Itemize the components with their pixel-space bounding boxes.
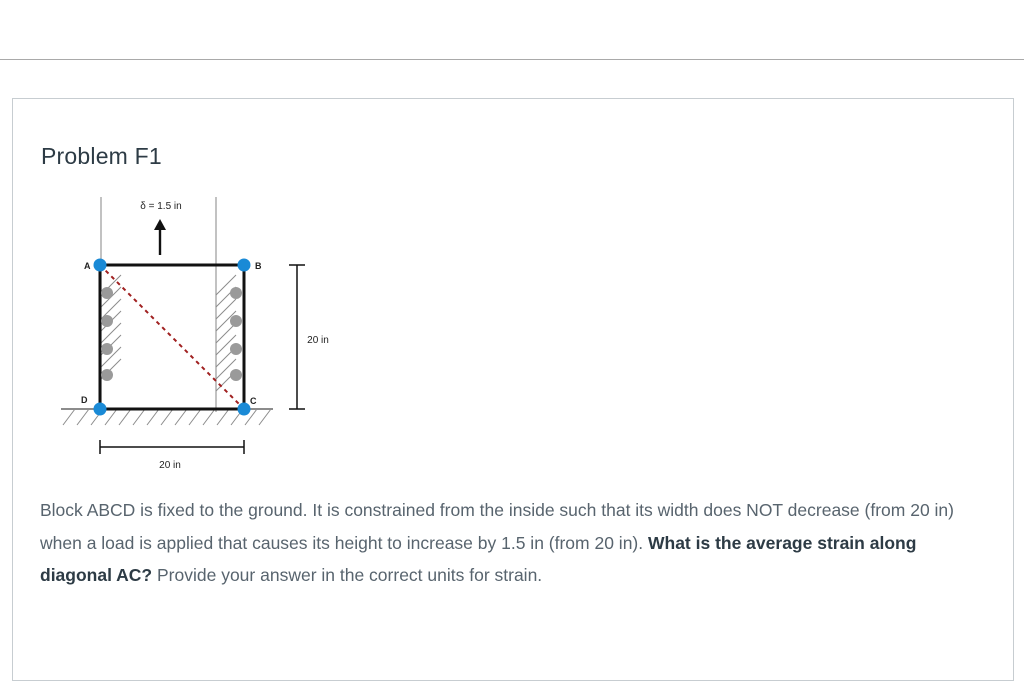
corner-a-label: A — [84, 261, 91, 271]
height-dimension — [289, 265, 305, 409]
delta-label: δ = 1.5 in — [140, 201, 182, 212]
node-c — [238, 403, 251, 416]
node-d — [94, 403, 107, 416]
width-label: 20 in — [159, 460, 181, 471]
question-text-part-1: Block ABCD is fixed to the ground. It is constrained from the inside such that its width does NOT decrease (from 20 in) when a load is applied that causes its height to increase by 1.5 in (from 20 in). — [40, 500, 954, 553]
problem-title: Problem F1 — [41, 143, 162, 169]
question-text — [40, 494, 970, 592]
block-diagram — [43, 197, 343, 475]
node-b — [238, 259, 251, 272]
corner-b-label: B — [255, 261, 262, 271]
width-dimension — [100, 440, 244, 454]
question-text-bold: What is the average strain along diagonal AC? — [40, 532, 917, 585]
question-text-part-2: Provide your answer in the correct units for strain. — [152, 565, 543, 585]
corner-c-label: C — [250, 396, 257, 406]
corner-d-label: D — [81, 395, 88, 405]
right-rollers — [230, 287, 242, 381]
top-divider — [0, 59, 1024, 60]
node-a — [94, 259, 107, 272]
height-label: 20 in — [307, 335, 329, 346]
arrow-up-icon — [154, 219, 166, 255]
question-card — [12, 98, 1014, 681]
